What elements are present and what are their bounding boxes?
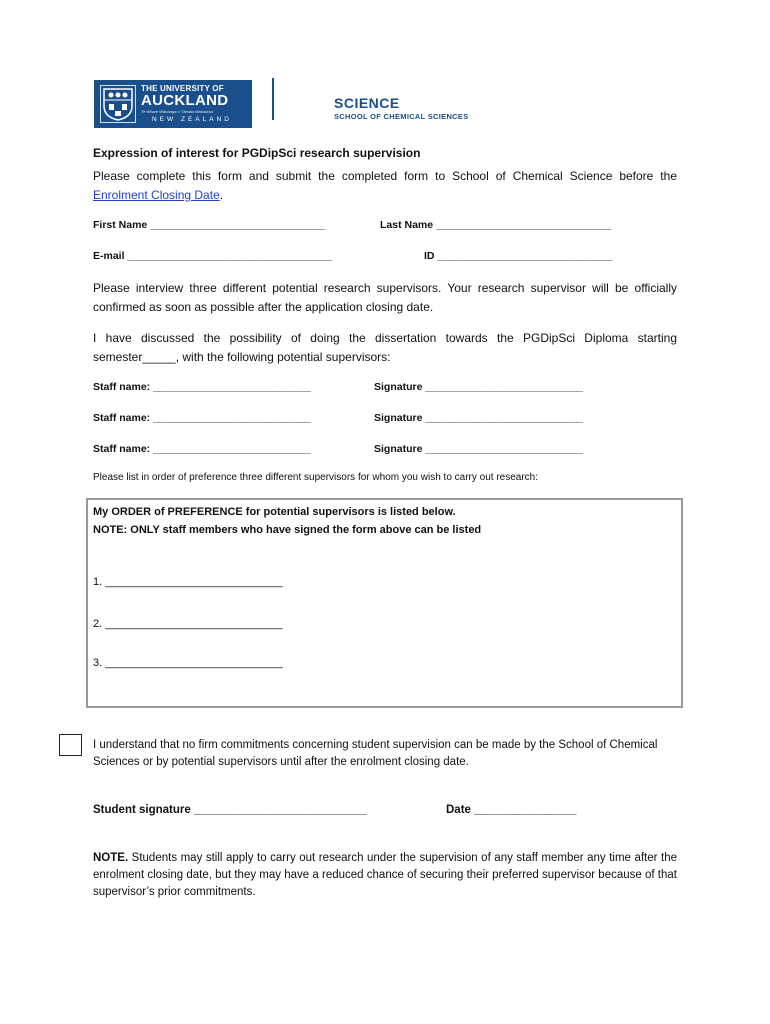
intro-end: . — [219, 188, 224, 202]
note-paragraph — [93, 850, 677, 901]
discuss-paragraph: I have discussed the possibility of doing the dissertation towards the PGDipSci Diploma starting semester_____, with the following potential supervisors: — [93, 331, 677, 364]
preference-item-3[interactable]: 3. _____________________________ — [93, 657, 283, 669]
id-field[interactable]: ID ______________________________ — [424, 250, 613, 262]
student-signature-field[interactable]: Student signature ___________________________ — [93, 804, 367, 816]
intro-paragraph — [93, 167, 677, 205]
school-title: SCHOOL OF CHEMICAL SCIENCES — [334, 112, 469, 121]
note-text: Students may still apply to carry out research under the supervision of any staff member any time after the enrolment closing date, but they may have a reduced chance of securing their preferred supervisor because of that supervisor’s prior commitments. — [93, 852, 677, 898]
preference-note: NOTE: ONLY staff members who have signed the form above can be listed — [93, 524, 482, 536]
logo-line-3: Te Whare Wānanga o Tāmaki Makaurau — [141, 109, 213, 114]
staff-name-field-2[interactable]: Staff name: ___________________________ — [93, 412, 311, 424]
intro-text: Please complete this form and submit the completed form to School of Chemical Science before the — [93, 169, 677, 183]
signature-field-2[interactable]: Signature ___________________________ — [374, 412, 584, 424]
crest-icon — [100, 85, 136, 123]
acknowledgement-text: I understand that no firm commitments concerning student supervision can be made by the School of Chemical Sciences or by potential supervisors until after the enrolment closing date. — [93, 739, 658, 768]
signature-field-3[interactable]: Signature ___________________________ — [374, 443, 584, 455]
form-title: Expression of interest for PGDipSci research supervision — [93, 146, 421, 160]
faculty-title: SCIENCE — [334, 95, 400, 111]
university-logo — [94, 80, 252, 128]
signature-field-1[interactable]: Signature ___________________________ — [374, 381, 584, 393]
interview-paragraph: Please interview three different potential research supervisors. Your research supervisor will be officially confirmed as soon as possible after the application closing date. — [93, 281, 677, 314]
email-field[interactable]: E-mail ___________________________________ — [93, 250, 332, 262]
preference-heading: My ORDER of PREFERENCE for potential supervisors is listed below. — [93, 506, 456, 518]
staff-name-field-1[interactable]: Staff name: ___________________________ — [93, 381, 311, 393]
enrolment-closing-date-link[interactable]: Enrolment Closing Date — [93, 188, 220, 202]
date-field[interactable]: Date ________________ — [446, 804, 577, 816]
logo-line-4: NEW ZEALAND — [152, 116, 232, 123]
logo-line-2: AUCKLAND — [141, 92, 229, 109]
note-label: NOTE. — [93, 852, 129, 864]
header-divider — [272, 78, 274, 120]
preference-item-1[interactable]: 1. _____________________________ — [93, 576, 283, 588]
logo-line-1: THE UNIVERSITY OF — [141, 84, 224, 93]
acknowledge-checkbox[interactable] — [59, 734, 82, 756]
last-name-field[interactable]: Last Name ______________________________ — [380, 219, 612, 231]
staff-name-field-3[interactable]: Staff name: ___________________________ — [93, 443, 311, 455]
preference-item-2[interactable]: 2. _____________________________ — [93, 618, 283, 630]
preference-instruction: Please list in order of preference three different supervisors for whom you wish to carry out research: — [93, 472, 539, 483]
first-name-field[interactable]: First Name ______________________________ — [93, 219, 326, 231]
